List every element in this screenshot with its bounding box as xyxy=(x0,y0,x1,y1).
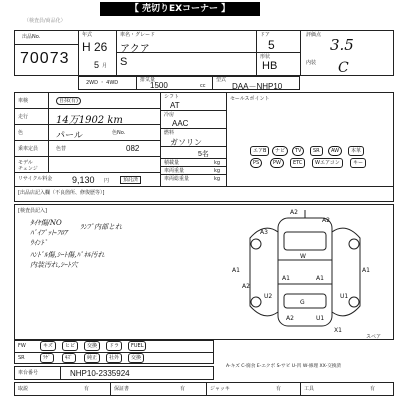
tools-value: 有 xyxy=(370,386,376,392)
model-change-value: チェンジ xyxy=(18,166,38,172)
option-sunroof: SR xyxy=(310,146,323,156)
jack-value: 有 xyxy=(276,386,282,392)
recycle-unit: 円 xyxy=(104,178,110,184)
interior-value: C xyxy=(338,60,349,76)
note-3: ﾗﾝﾌﾟ内部とれ xyxy=(80,223,122,231)
car-body-diagram xyxy=(230,208,380,336)
damage-legend: A-キズ C-腐食 E-エクボ S-サビ U-凹 W-修理 XX-交換済 xyxy=(226,364,342,369)
tools-label: 工具 xyxy=(304,386,315,392)
manual-value: 有 xyxy=(84,386,90,392)
sr-item-3: 純正 xyxy=(84,353,100,363)
weight-label-1: 車両重量 xyxy=(164,168,185,174)
month-suffix: 月 xyxy=(102,63,108,69)
interior-label: 内装 xyxy=(306,60,317,66)
chassis-number: NHP10-2335924 xyxy=(70,369,130,378)
mileage-value: 14万1902 km xyxy=(56,115,123,126)
option-pw: PW xyxy=(270,158,284,168)
car-name: アクア xyxy=(120,44,150,55)
mark-11: A1 xyxy=(316,275,324,282)
recycle-status: 預託済 xyxy=(120,176,141,184)
sr-item-2: ｷｽﾞ xyxy=(62,353,76,363)
fw-item-2: ヒビ xyxy=(62,341,78,351)
mark-15: X1 xyxy=(334,327,342,334)
fuel-value: ガソリン xyxy=(170,138,202,147)
color-no-label: 色No. xyxy=(112,130,126,136)
option-key: キー xyxy=(350,158,366,168)
manual-label: 取説 xyxy=(18,386,29,392)
mark-1: A3 xyxy=(260,229,268,236)
note-2: ﾊﾞｲﾌﾟｯﾄ-ﾌﾛｱ xyxy=(30,229,68,237)
aircon-value: AAC xyxy=(172,119,189,128)
aircon-label: 冷房 xyxy=(164,112,175,118)
model-code: DAA－NHP10 xyxy=(232,82,283,91)
note-6: 内装汚れ,ｼｰﾄ穴 xyxy=(30,261,78,269)
seats-label: 乗車定員 xyxy=(18,146,39,152)
notes-header: [出品店記入欄（不良箇所、修復歴等）] xyxy=(18,190,105,196)
note-5: ﾊﾝﾄﾞﾙ傷,ｼｰﾄ傷,ﾊﾟﾈﾙ汚れ xyxy=(30,251,105,259)
sr-item-5: 交換 xyxy=(128,353,144,363)
lot-number: 70073 xyxy=(20,50,70,67)
recycle-label: リサイクル料金 xyxy=(18,176,53,182)
chassis-label: 車台番号 xyxy=(18,370,39,376)
displacement-value: 1500 xyxy=(150,81,168,90)
fuel-label: 燃料 xyxy=(164,130,175,136)
fw-item-5: FUEL xyxy=(128,341,146,351)
color-value: パール xyxy=(56,130,83,140)
sr-item-4: 社外 xyxy=(106,353,122,363)
fw-label: FW xyxy=(18,343,26,349)
year-label: 年式 xyxy=(82,32,93,38)
fw-item-3: 交換 xyxy=(84,341,100,351)
kg-unit-1: kg xyxy=(214,160,221,166)
option-etc: ETC xyxy=(290,158,305,168)
year-value: 26 xyxy=(94,40,108,54)
body-label: 形状 xyxy=(260,54,271,60)
lot-label: 出品No. xyxy=(22,34,41,40)
year-era: H xyxy=(82,40,91,54)
sales-label: セールスポイント xyxy=(230,96,270,102)
sr-item-1: ﾗｹﾞ xyxy=(40,353,54,363)
mark-8: U1 xyxy=(340,293,349,300)
option-w-aircon: Wエアコン xyxy=(312,158,343,168)
mark-2: A2 xyxy=(290,209,298,216)
mark-10: W xyxy=(300,253,306,260)
car-grade: S xyxy=(120,56,128,68)
footer-row xyxy=(14,382,394,396)
score-value: 3.5 xyxy=(330,36,354,54)
kg-unit-3: kg xyxy=(214,176,221,182)
jack-label: ジャッキ xyxy=(210,386,230,392)
fw-item-4: ドラ xyxy=(106,341,122,351)
warranty-value: 有 xyxy=(180,386,186,392)
mark-14: U1 xyxy=(316,315,325,322)
inspection-status: 自抹(有) xyxy=(56,97,81,105)
mileage-label: 走行 xyxy=(18,114,29,120)
note-1: ﾀｲﾔ傷/NO xyxy=(30,219,62,227)
color-code: 082 xyxy=(126,144,140,153)
displacement-label: 排気量 xyxy=(140,77,156,83)
doors-value: 5 xyxy=(268,38,275,52)
mark-12: G xyxy=(300,299,305,306)
sr-label: SR xyxy=(18,355,25,361)
transmission-value: AT xyxy=(170,101,180,110)
faded-header: （検査員/商品化） xyxy=(24,18,66,24)
option-leather: 本革 xyxy=(348,146,364,156)
option-ps: PS xyxy=(250,158,262,168)
month-value: 5 xyxy=(94,60,100,70)
option-alloy: AW xyxy=(328,146,342,156)
inspector-header: [検査員記入] xyxy=(18,208,47,214)
mark-4: A1 xyxy=(232,267,240,274)
note-4: ｳｲﾝﾄﾞ xyxy=(30,239,48,247)
mark-6: A2 xyxy=(242,283,250,290)
model-label: 型式 xyxy=(216,77,227,83)
change-label: 色替 xyxy=(56,146,67,152)
mark-7: U2 xyxy=(264,293,273,300)
kg-unit-2: kg xyxy=(214,168,221,174)
banner-title: 【 売切りEXコーナー 】 xyxy=(100,2,260,16)
drive-type: 2WD ・ 4WD xyxy=(86,80,119,86)
option-navi: ナビ xyxy=(272,146,288,156)
mark-5: A1 xyxy=(362,267,370,274)
capacity-label: 積載量 xyxy=(164,160,180,166)
body-value: HB xyxy=(262,60,278,72)
mark-9: A1 xyxy=(282,275,290,282)
option-tv: TV xyxy=(292,146,304,156)
spare-label: スペア xyxy=(366,334,382,340)
cc-unit: cc xyxy=(200,83,206,89)
name-label: 車名・グレード xyxy=(120,32,156,38)
recycle-amount: 9,130 xyxy=(72,175,95,185)
seats-value: 5名 xyxy=(198,151,209,158)
transmission-label: シフト xyxy=(164,94,180,100)
warranty-label: 保証書 xyxy=(114,386,130,392)
weight-label-2: 車両総重量 xyxy=(164,176,190,182)
score-label: 評価点 xyxy=(306,32,322,38)
model-change-label: モデル xyxy=(18,160,33,166)
option-airbag: エアB xyxy=(250,146,269,156)
mark-3: A2 xyxy=(322,217,330,224)
doors-label: ドア xyxy=(260,32,270,38)
mark-13: A2 xyxy=(286,315,294,322)
fw-item-1: キズ xyxy=(40,341,56,351)
inspection-label: 車検 xyxy=(18,98,29,104)
color-label: 色 xyxy=(18,130,24,136)
